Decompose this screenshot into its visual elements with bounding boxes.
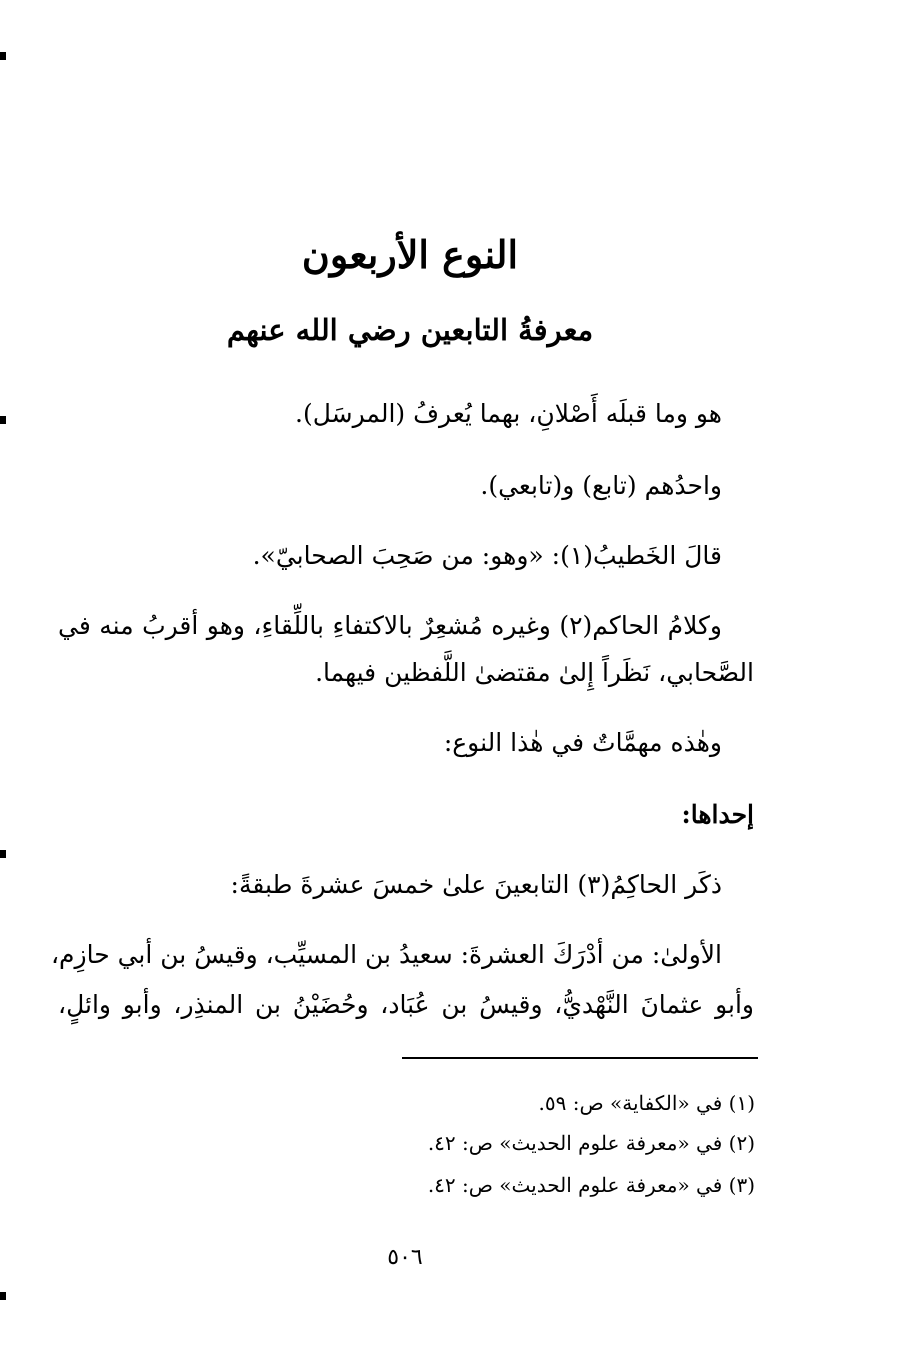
body-line: الصَّحابي، نَظَراً إِلىٰ مقتضىٰ اللَّفظين فيهما. — [315, 658, 754, 687]
body-line: وكلامُ الحاكم(٢) وغيره مُشعِرٌ بالاكتفاءِ باللِّقاءِ، وهو أقربُ منه في — [58, 611, 722, 640]
margin-mark — [0, 850, 6, 858]
chapter-title: النوع الأربعون — [301, 232, 519, 277]
body-line: الأولىٰ: من أدْرَكَ العشرةَ: سعيدُ بن المسيِّب، وقيسُ بن أبي حازِم، — [50, 940, 722, 969]
body-line: هو وما قبلَه أَصْلانِ، بهما يُعرفُ (المرسَل). — [295, 399, 722, 428]
body-line: قالَ الخَطيبُ(١): «وهو: من صَحِبَ الصحابيّ». — [252, 541, 722, 570]
footnote: (٣) في «معرفة علوم الحديث» ص: ٤٢. — [427, 1173, 755, 1197]
page-number: ٥٠٦ — [387, 1245, 423, 1270]
body-line: ذكَر الحاكِمُ(٣) التابعينَ علىٰ خمسَ عشرةَ طبقةً: — [230, 870, 722, 899]
footnote: (٢) في «معرفة علوم الحديث» ص: ٤٢. — [427, 1131, 755, 1155]
body-line: وأبو عثمانَ النَّهْديُّ، وقيسُ بن عُبَاد، وحُضَيْنُ بن المنذِر، وأبو وائلٍ، — [58, 990, 754, 1019]
footnote-divider — [402, 1057, 758, 1059]
section-heading: إحداها: — [681, 800, 754, 829]
footnote: (١) في «الكفاية» ص: ٥٩. — [538, 1091, 755, 1115]
chapter-subtitle: معرفةُ التابعين رضي الله عنهم — [226, 313, 594, 347]
body-line: واحدُهم (تابع) و(تابعي). — [480, 471, 722, 500]
body-line: وهٰذه مهمَّاتٌ في هٰذا النوع: — [443, 728, 722, 757]
margin-mark — [0, 52, 6, 60]
margin-mark — [0, 416, 6, 424]
margin-mark — [0, 1292, 6, 1300]
